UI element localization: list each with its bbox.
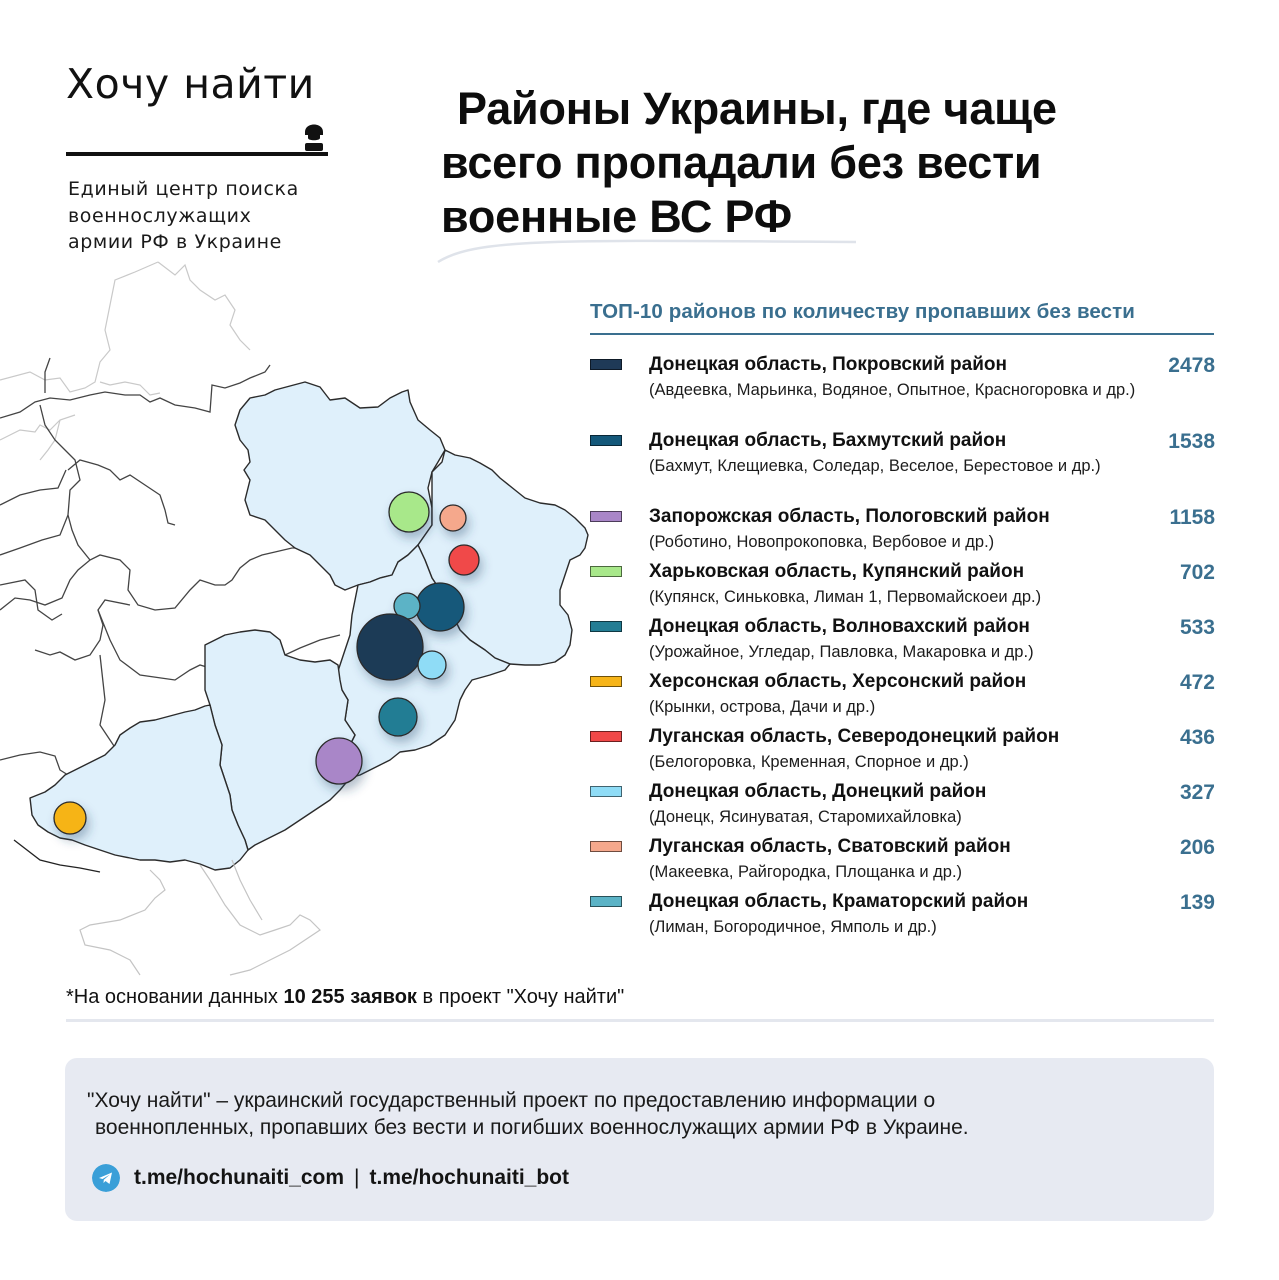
- legend-item-places: (Авдеевка, Марьинка, Водяное, Опытное, Красногоровка и др.): [649, 381, 1136, 399]
- legend-swatch: [590, 566, 622, 577]
- legend-item-name: Харьковская область, Купянский район: [649, 561, 1025, 582]
- info-box: [65, 1058, 1214, 1221]
- bubble-kherson: [54, 802, 86, 834]
- legend-item-places: (Лиман, Богородичное, Ямполь и др.): [649, 918, 937, 936]
- legend-item-value: 327: [1179, 781, 1215, 804]
- legend-item-name: Донецкая область, Краматорский район: [649, 891, 1029, 912]
- legend-item-name: Донецкая область, Донецкий район: [649, 781, 987, 802]
- kherson-oblast: [30, 705, 248, 870]
- brand-subtitle-line: армии РФ в Украине: [68, 231, 282, 253]
- description-line: "Хочу найти" – украинский государственный проект по предоставлению информации о: [87, 1089, 936, 1112]
- legend-item-places: (Крынки, острова, Дачи и др.): [649, 698, 876, 716]
- title-line: военные ВС РФ: [441, 191, 792, 242]
- footnote-count: 10 255 заявок: [283, 986, 417, 1008]
- legend-item-value: 139: [1179, 891, 1215, 914]
- contact-links: [92, 1164, 569, 1192]
- brand-block: [66, 58, 328, 253]
- bubble-sievierodonetsk: [449, 545, 479, 575]
- legend-item-name: Донецкая область, Бахмутский район: [649, 430, 1007, 451]
- legend-item-value: 702: [1179, 561, 1215, 584]
- legend-item-name: Донецкая область, Покровский район: [649, 354, 1007, 375]
- bubble-svatove: [440, 505, 466, 531]
- telegram-bot-link[interactable]: t.me/hochunaiti_bot: [369, 1166, 569, 1189]
- legend-item-name: Запорожская область, Пологовский район: [649, 506, 1050, 527]
- legend-item-name: Луганская область, Сватовский район: [649, 836, 1011, 857]
- legend-item-places: (Макеевка, Райгородка, Площанка и др.): [649, 863, 963, 881]
- legend-item-places: (Бахмут, Клещиевка, Соледар, Веселое, Берестовое и др.): [649, 457, 1101, 475]
- project-description: [87, 1087, 1197, 1141]
- legend-title: ТОП-10 районов по количеству пропавших без вести: [590, 300, 1136, 323]
- brand-divider: [66, 152, 328, 156]
- bubble-volnovakha: [379, 698, 417, 736]
- legend-item-name: Луганская область, Северодонецкий район: [649, 726, 1060, 747]
- bubble-bakhmut: [416, 583, 464, 631]
- other-oblast-borders: [0, 262, 250, 460]
- legend-swatch: [590, 359, 622, 370]
- legend-swatch: [590, 786, 622, 797]
- crimea-outline: [80, 860, 320, 975]
- legend-swatch: [590, 676, 622, 687]
- link-separator: |: [354, 1166, 360, 1189]
- legend-swatch: [590, 896, 622, 907]
- legend-swatch: [590, 841, 622, 852]
- legend-swatch: [590, 435, 622, 446]
- legend-item-name: Херсонская область, Херсонский район: [649, 671, 1027, 692]
- legend-swatch: [590, 511, 622, 522]
- footnote-suffix: в проект "Хочу найти": [416, 986, 625, 1008]
- bubble-donetsk: [418, 651, 446, 679]
- description-line: военнопленных, пропавших без вести и погибших военнослужащих армии РФ в Украине.: [95, 1116, 969, 1139]
- brand-subtitle: [68, 176, 368, 256]
- highlighted-oblasts: [30, 382, 588, 870]
- legend-item-value: 472: [1179, 671, 1215, 694]
- telegram-channel-link[interactable]: t.me/hochunaiti_com: [134, 1166, 345, 1189]
- footnote-prefix: *На основании данных: [66, 986, 284, 1008]
- footnote-divider: [66, 1019, 1214, 1022]
- legend-swatch: [590, 621, 622, 632]
- soldier-helmet-icon: [302, 118, 326, 152]
- legend-item-places: (Урожайное, Угледар, Павловка, Макаровка и др.): [649, 643, 1034, 661]
- legend-item-places: (Купянск, Синьковка, Лиман 1, Первомайскоеи др.): [649, 588, 1042, 606]
- brand-title: Хочу найти: [66, 60, 315, 108]
- bubble-pokrovsk: [357, 614, 423, 680]
- legend-divider: [590, 333, 1214, 335]
- legend-item-places: (Донецк, Ясинуватая, Старомихайловка): [649, 808, 962, 826]
- footnote: [66, 986, 624, 1009]
- legend-item-places: (Белогоровка, Кременная, Спорное и др.): [649, 753, 969, 771]
- legend-item-name: Донецкая область, Волновахский район: [649, 616, 1030, 637]
- brand-subtitle-line: военнослужащих: [68, 204, 252, 227]
- legend: [590, 300, 1215, 936]
- legend-item-value: 2478: [1168, 354, 1215, 377]
- bubble-polohy: [316, 738, 362, 784]
- legend-item-value: 1538: [1168, 430, 1215, 453]
- legend-item-value: 1158: [1169, 506, 1215, 529]
- legend-item-value: 533: [1179, 616, 1215, 639]
- telegram-icon: [92, 1164, 120, 1192]
- legend-swatch: [590, 731, 622, 742]
- title-line: Районы Украины, где чаще: [457, 83, 1057, 134]
- legend-item-value: 206: [1179, 836, 1215, 859]
- bubble-kupiansk: [389, 492, 429, 532]
- title-line: всего пропадали без вести: [441, 137, 1042, 188]
- legend-item-value: 436: [1179, 726, 1215, 749]
- ukraine-map: [0, 260, 600, 980]
- legend-item-places: (Роботино, Новопрокоповка, Вербовое и др.): [649, 533, 995, 551]
- brand-subtitle-line: Единый центр поиска: [68, 178, 299, 200]
- page-title: [441, 82, 1201, 244]
